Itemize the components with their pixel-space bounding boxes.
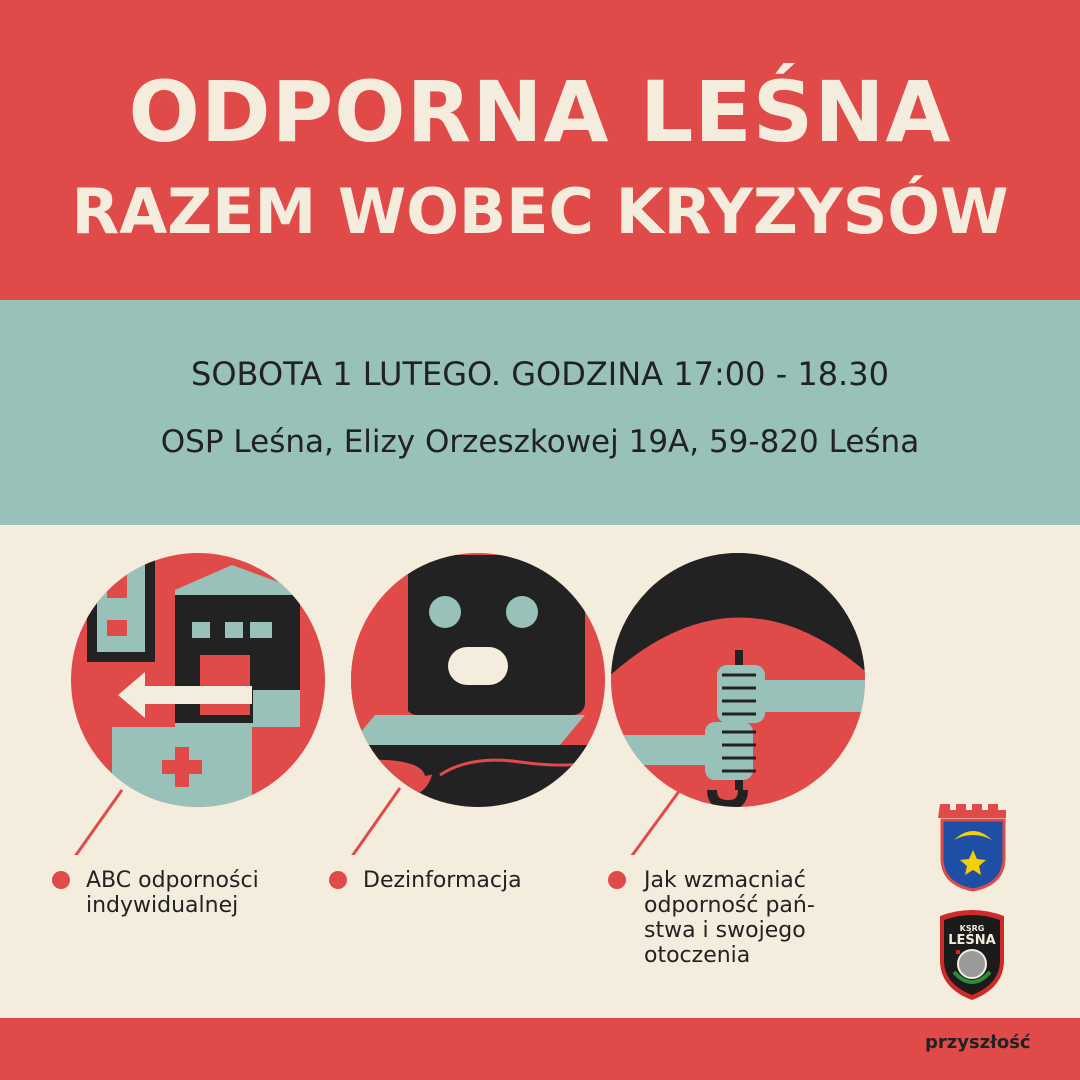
connector-line-1 (64, 790, 122, 855)
footer-brand: przyszłość (925, 1032, 1031, 1053)
topic-label-3-line: odporność pań- (644, 893, 815, 918)
topic-label-2-line: Dezinformacja (363, 868, 522, 893)
connector-line-3 (620, 790, 680, 855)
topic-label-3-line: stwa i swojego (644, 918, 806, 943)
topic-label-3-line: Jak wzmacniać (644, 868, 806, 893)
umbrella-hands-icon (605, 540, 875, 812)
topic-label-2 (363, 868, 522, 893)
event-info-band (0, 300, 1080, 525)
crest-ksrg-text: KSRG (959, 924, 985, 933)
topic-dot-2 (329, 871, 347, 889)
event-date-time: SOBOTA 1 LUTEGO. GODZINA 17:00 - 18.30 (191, 355, 889, 393)
shocked-screen-icon (345, 540, 615, 815)
footer-band (0, 1018, 1080, 1080)
crest-lesna-text: LEŚNA (948, 933, 996, 948)
town-crest-icon (938, 802, 1008, 892)
topic-label-3-line: otoczenia (644, 943, 751, 968)
event-address: OSP Leśna, Elizy Orzeszkowej 19A, 59-820 Leśna (160, 424, 920, 460)
topic-dot-3 (608, 871, 626, 889)
topic-dot-1 (52, 871, 70, 889)
topic-illustrations (0, 525, 1080, 855)
topic-label-1 (86, 868, 259, 918)
connector-line-2 (341, 788, 400, 855)
title-line-2: RAZEM WOBEC KRYZYSÓW (71, 175, 1009, 248)
topic-label-1-line: ABC odporności (86, 868, 259, 893)
evacuation-first-aid-icon (70, 552, 330, 827)
title-line-1: ODPORNA LEŚNA (128, 63, 952, 161)
topic-label-1-line: indywidualnej (86, 893, 239, 918)
topic-label-3 (644, 868, 815, 968)
fire-brigade-badge-icon (932, 906, 1012, 1002)
